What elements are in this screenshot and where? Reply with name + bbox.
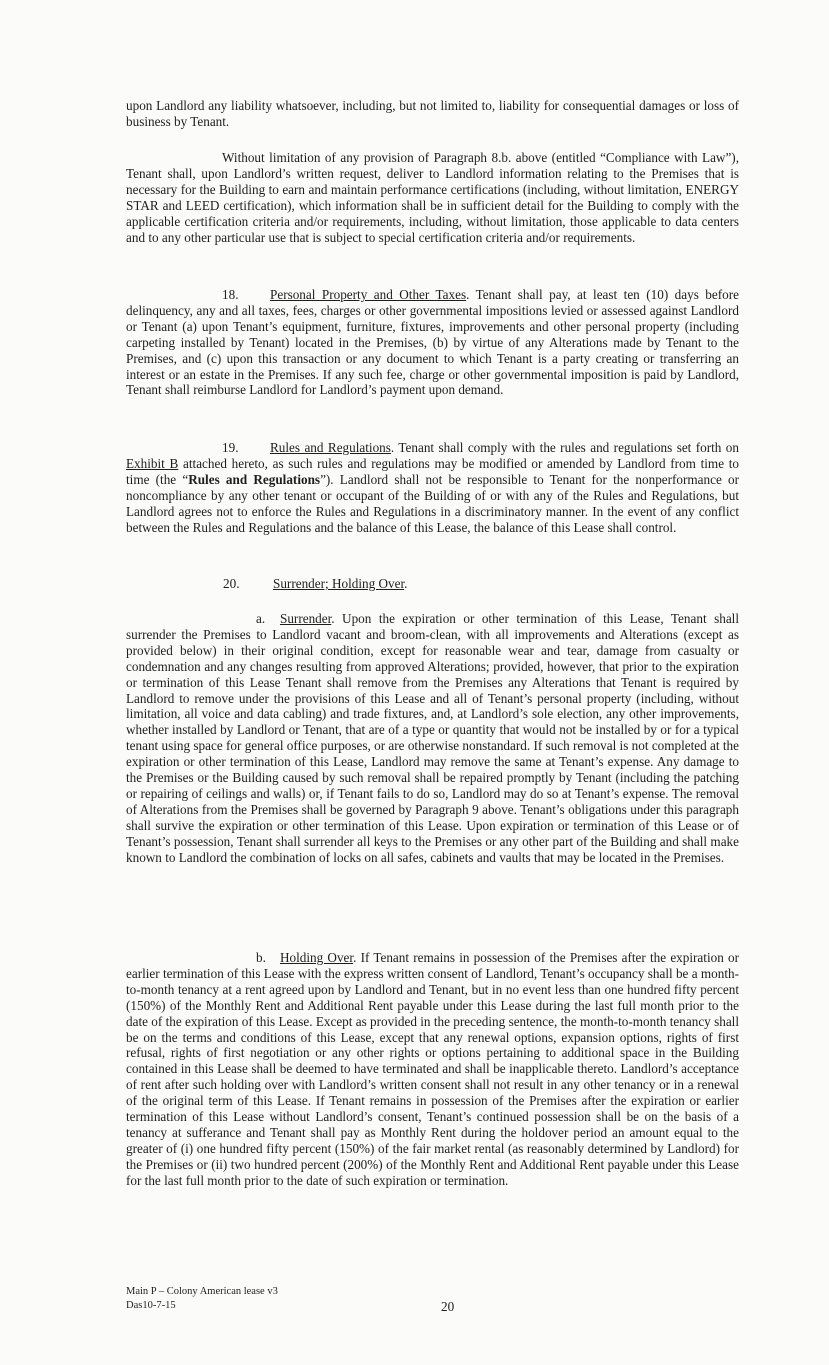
section-20a-surrender: a. Surrender. Upon the expiration or other termination of this Lease, Tenant shall surrender the Premises to Landlord vacant and broom-clean, with all improvements and Alterations (except as provided below) in their original condition, except for reasonable wear and tear, damage from casualty or condemnation and any changes resulting from approved Alterations; provided, however, that prior to the expiration or termination of this Lease Tenant shall remove from the Premises any Alterations that Tenant is required by Landlord to remove under the provisions of this Lease and all of Tenant’s personal property (including, without limitation, all voice and data cabling) and trade fixtures, and, at Landlord’s sole election, any other improvements, whether installed by Landlord or Tenant, that are of a type or quantity that would not be installed by or for a typical tenant using space for general office purposes, or are otherwise nonstandard. If such removal is not completed at the expiration or other termination of this Lease, Landlord may remove the same at Tenant’s expense. Any damage to the Premises or the Building caused by such removal shall be repaired promptly by Tenant (including the patching or repairing of ceilings and walls) or, if Tenant fails to do so, Landlord may do so at Tenant’s expense. The removal of Alterations from the Premises shall be governed by Paragraph 9 above. Tenant’s obligations under this paragraph shall survive the expiration or other termination of this Lease. Upon expiration or termination of this Lease or of Tenant’s possession, Tenant shall surrender all keys to the Premises or any other part of the Building and shall make known to Landlord the combination of locks on all safes, cabinets and vaults that may be located in the Premises. — [126, 611, 739, 865]
footer-document-info — [126, 1285, 278, 1313]
section-20-title: Surrender; Holding Over — [273, 576, 405, 591]
section-20a-label: a. — [256, 611, 266, 626]
section-19-title: Rules and Regulations — [270, 440, 391, 455]
exhibit-b-reference: Exhibit B — [126, 455, 179, 471]
section-19: 19. Rules and Regulations. Tenant shall comply with the rules and regulations set forth on Exhibit B attached hereto, as such rules and regulations may be modified or amended by Landlord from time to time (the “Rules and Regulations”). Landlord shall not be responsible to Tenant for the nonperformance or noncompliance by any other tenant or occupant of the Building of or with any of the Rules and Regulations, but Landlord agrees not to enforce the Rules and Regulations in a discriminatory manner. In the event of any conflict between the Rules and Regulations and the balance of this Lease, the balance of this Lease shall control. — [126, 440, 740, 535]
section-20a-title: Surrender — [280, 611, 332, 626]
defined-term-rules: Rules and Regulations — [188, 471, 321, 487]
section-20b-holding-over: b. Holding Over. If Tenant remains in possession of the Premises after the expiration or earlier termination of this Lease with the express written consent of Landlord, Tenant’s occupancy shall be a month-to-month tenancy at a rent agreed upon by Landlord and Tenant, but in no event less than one hundred fifty percent (150%) of the Monthly Rent and Additional Rent payable under this Lease during the last full month prior to the date of the expiration of this Lease. Except as provided in the preceding sentence, the month-to-month tenancy shall be on the terms and conditions of this Lease, except that any renewal options, expansion options, rights of first refusal, rights of first negotiation or any other rights or options pertaining to additional space in the Building contained in this Lease shall be deemed to have terminated and shall be inapplicable thereto. Landlord’s acceptance of rent after such holding over with Landlord’s written consent shall not result in any other tenancy or in a renewal of the original term of this Lease. If Tenant remains in possession of the Premises after the expiration or earlier termination of this Lease without Landlord’s consent, Tenant’s continued possession shall be on the basis of a tenancy at sufferance and Tenant shall pay as Monthly Rent during the holdover period an amount equal to the greater of (i) one hundred fifty percent (150%) of the fair market rental (as reasonably determined by Landlord) for the Premises or (ii) two hundred percent (200%) of the Monthly Rent and Additional Rent payable under this Lease for the last full month prior to the date of such expiration or termination. — [126, 950, 739, 1188]
footer-doc-id: Das10-7-15 — [126, 1300, 176, 1311]
section-18 — [126, 287, 739, 398]
page-number: 20 — [441, 1299, 455, 1314]
footer-doc-name: Main P – Colony American lease v3 — [126, 1286, 278, 1297]
section-18-body: . Tenant shall pay, at least ten (10) days before delinquency, any and all taxes, fees, charges or other governmental impositions levied or assessed against Landlord or Tenant (a) upon Tenant’s equipment, furniture, fixtures, improvements and other personal property (including carpeting installed by Tenant) located in the Premises, (b) by virtue of any Alterations made by Tenant to the Premises, and (c) upon this transaction or any document to which Tenant is a party creating or transferring an interest or an estate in the Premises. If any such fee, charge or other governmental imposition is paid by Landlord, Tenant shall reimburse Landlord for Landlord’s payment upon demand. — [126, 287, 739, 398]
section-20b-title: Holding Over — [280, 950, 354, 965]
section-20-heading: 20. Surrender; Holding Over. — [223, 576, 408, 591]
section-18-number: 18. — [222, 287, 239, 302]
section-20b-label: b. — [256, 950, 266, 965]
section-20-number: 20. — [223, 576, 240, 591]
energy-certification-paragraph: Without limitation of any provision of Paragraph 8.b. above (entitled “Compliance with Law”), Tenant shall, upon Landlord’s written request, deliver to Landlord information relating to the Premises that is necessary for the Building to earn and maintain performance certifications (including, without limitation, ENERGY STAR and LEED certification), which information shall be in sufficient detail for the Building to comply with the applicable certification criteria and/or requirements, including, without limitation, those applicable to data centers and to any other particular use that is subject to special certification criteria and/or requirements. — [126, 150, 739, 245]
section-18-title: Personal Property and Other Taxes — [270, 287, 467, 302]
section-19-number: 19. — [222, 440, 239, 455]
continuation-paragraph: upon Landlord any liability whatsoever, including, but not limited to, liability for consequential damages or loss of business by Tenant. — [126, 98, 739, 129]
